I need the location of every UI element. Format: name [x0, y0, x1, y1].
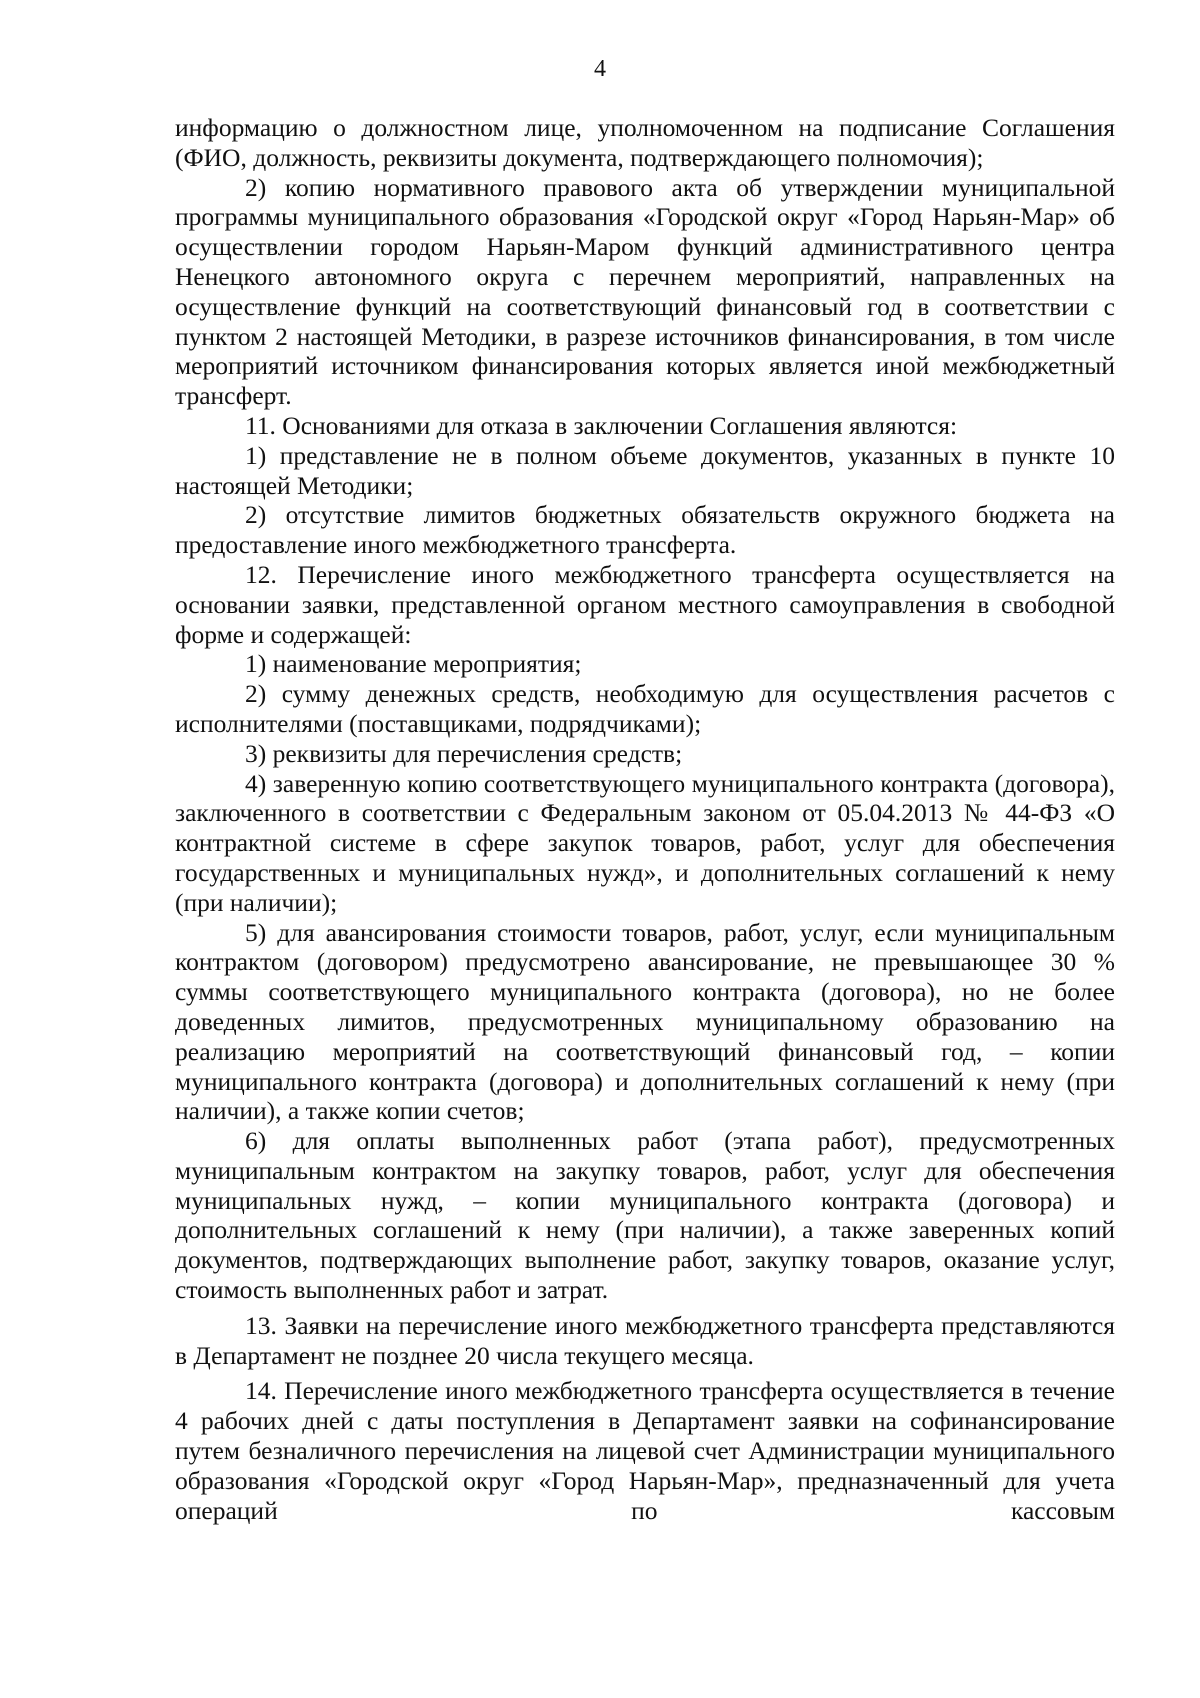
paragraph: 6) для оплаты выполненных работ (этапа работ), предусмотренных муниципальным контрактом на закупку товаров, работ, услуг для обеспечения муниципальных нужд, – копии муниципального контракта (договора) и дополнительных соглашений к нему (при наличии), а также заверенных копий документов, подтверждающих выполнение работ, закупку товаров, оказание услуг, стоимость выполненных работ и затрат.: [175, 1126, 1115, 1305]
paragraph: 14. Перечисление иного межбюджетного трансферта осуществляется в течение 4 рабочих дней с даты поступления в Департамент заявки на софинансирование путем безналичного перечисления на лицевой счет Администрации муниципального образования «Городской округ «Город Нарьян-Мар», предназначенный для учета операций по кассовым: [175, 1376, 1115, 1525]
paragraph: 2) копию нормативного правового акта об утверждении муниципальной программы муниципального образования «Городской округ «Город Нарьян-Мар» об осуществлении городом Нарьян-Маром функций административного центра Ненецкого автономного округа с перечнем мероприятий, направленных на осуществление функций на соответствующий финансовый год в соответствии с пунктом 2 настоящей Методики, в разрезе источников финансирования, в том числе мероприятий источником финансирования которых является иной межбюджетный трансферт.: [175, 172, 1115, 411]
paragraph: 13. Заявки на перечисление иного межбюджетного трансферта представляются в Департамент не позднее 20 числа текущего месяца.: [175, 1310, 1115, 1370]
paragraph: 2) отсутствие лимитов бюджетных обязательств окружного бюджета на предоставление иного межбюджетного трансферта.: [175, 500, 1115, 560]
paragraph: 3) реквизиты для перечисления средств;: [245, 738, 683, 768]
paragraph: информацию о должностном лице, уполномоченном на подписание Соглашения (ФИО, должность, реквизиты документа, подтверждающего полномочия);: [175, 113, 1115, 172]
paragraph: 1) наименование мероприятия;: [245, 649, 582, 679]
paragraph: 2) сумму денежных средств, необходимую для осуществления расчетов с исполнителями (поставщиками, подрядчиками);: [175, 679, 1115, 738]
paragraph: 11. Основаниями для отказа в заключении Соглашения являются:: [245, 410, 958, 440]
document-body: [175, 113, 1115, 1525]
paragraph: 5) для авансирования стоимости товаров, работ, услуг, если муниципальным контрактом (договором) предусмотрено авансирование, не превышающее 30 % суммы соответствующего муниципального контракта (договора), но не более доведенных лимитов, предусмотренных муниципальному образованию на реализацию мероприятий на соответствующий финансовый год, – копии муниципального контракта (договора) и дополнительных соглашений к нему (при наличии), а также копии счетов;: [175, 917, 1115, 1126]
paragraph: 12. Перечисление иного межбюджетного трансферта осуществляется на основании заявки, представленной органом местного самоуправления в свободной форме и содержащей:: [175, 559, 1115, 649]
paragraph: 1) представление не в полном объеме документов, указанных в пункте 10 настоящей Методики;: [175, 440, 1115, 500]
paragraph: 4) заверенную копию соответствующего муниципального контракта (договора), заключенного в соответствии с Федеральным законом от 05.04.2013 № 44-ФЗ «О контрактной системе в сфере закупок товаров, работ, услуг для обеспечения государственных и муниципальных нужд», и дополнительных соглашений к нему (при наличии);: [175, 768, 1115, 917]
page-number: 4: [594, 56, 606, 82]
